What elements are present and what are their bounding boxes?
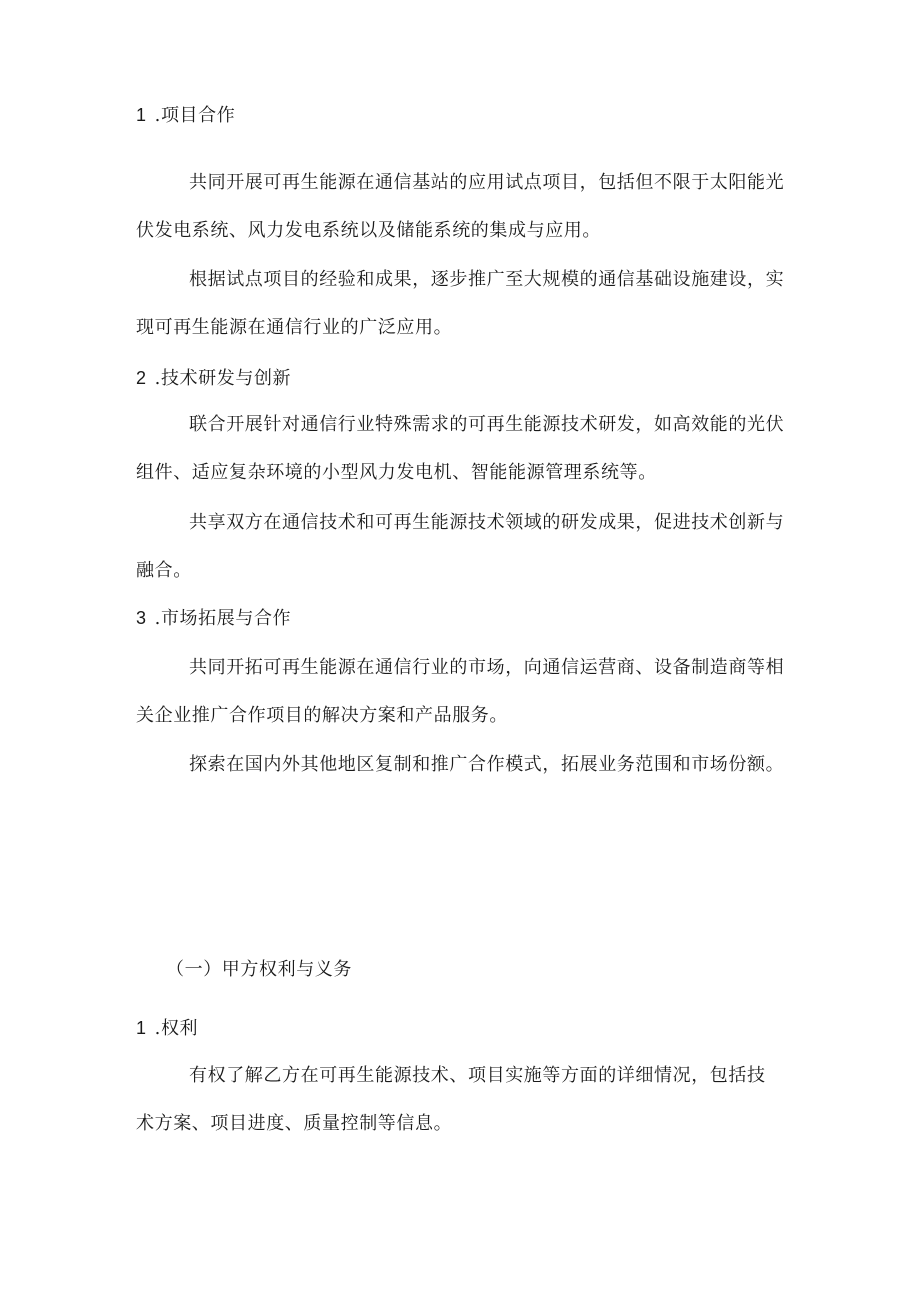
paragraph-line: 根据试点项目的经验和成果，逐步推广至大规模的通信基础设施建设，实 [189, 269, 785, 290]
paragraph-line: 术方案、项目进度、质量控制等信息。 [136, 1113, 453, 1134]
paragraph-line: 共同开拓可再生能源在通信行业的市场，向通信运营商、设备制造商等相 [189, 657, 785, 678]
section-title: .市场拓展与合作 [154, 608, 292, 629]
paragraph-line: 现可再生能源在通信行业的广泛应用。 [136, 317, 453, 338]
section-title: .技术研发与创新 [154, 368, 292, 389]
section-number: 3 [136, 608, 147, 628]
section-title: .项目合作 [154, 105, 236, 126]
chapter-title: （一）甲方权利与义务 [166, 959, 352, 980]
paragraph-line: 共享双方在通信技术和可再生能源技术领域的研发成果，促进技术创新与 [189, 512, 785, 533]
section-number: 1 [136, 105, 147, 125]
section-heading-3 [136, 606, 291, 631]
paragraph-line: 有权了解乙方在可再生能源技术、项目实施等方面的详细情况，包括技 [189, 1065, 766, 1086]
section-heading-1 [136, 103, 235, 128]
paragraph-line: 关企业推广合作项目的解决方案和产品服务。 [136, 705, 508, 726]
section-heading-2 [136, 366, 291, 391]
paragraph-line: 融合。 [136, 560, 192, 581]
paragraph-line: 伏发电系统、风力发电系统以及储能系统的集成与应用。 [136, 220, 601, 241]
paragraph-line: 组件、适应复杂环境的小型风力发电机、智能能源管理系统等。 [136, 462, 657, 483]
section-title: .权利 [154, 1018, 199, 1039]
paragraph-line: 联合开展针对通信行业特殊需求的可再生能源技术研发，如高效能的光伏 [189, 414, 785, 435]
paragraph-line: 探索在国内外其他地区复制和推广合作模式，拓展业务范围和市场份额。 [189, 754, 785, 775]
paragraph-line: 共同开展可再生能源在通信基站的应用试点项目，包括但不限于太阳能光 [189, 172, 785, 193]
section-number: 2 [136, 368, 147, 388]
section-number: 1 [136, 1018, 147, 1038]
subsection-heading-1 [136, 1016, 198, 1041]
